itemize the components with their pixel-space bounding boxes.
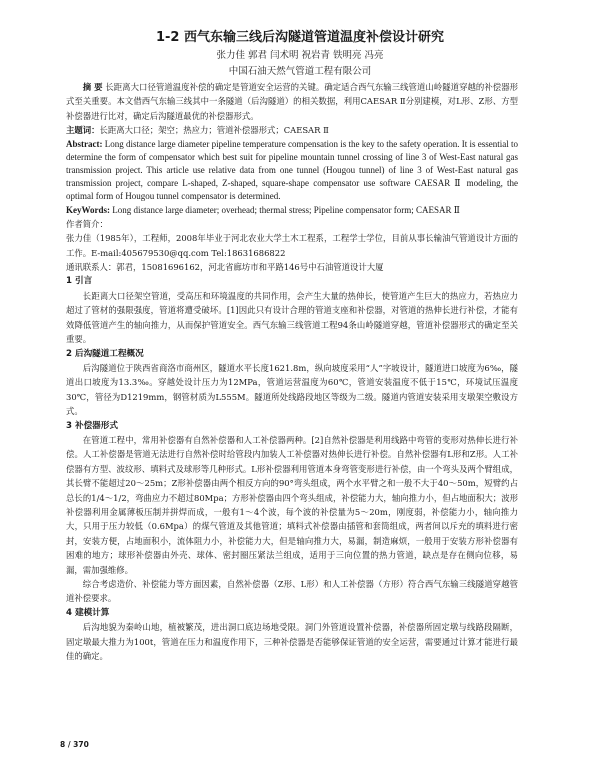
keywords-cn-label: 主题词： [66, 125, 100, 136]
page-number: 8 / 370 [60, 740, 89, 749]
section-heading: 4 建模计算 [66, 607, 110, 618]
keywords-en-text: Long distance large diameter; overhead; thermal stress; Pipeline compensator form; CAESAR Ⅱ [112, 204, 460, 215]
abstract-en [66, 138, 518, 204]
keywords-cn-text: 长距离大口径；架空；热应力；管道补偿器形式；CAESAR Ⅱ [99, 125, 329, 136]
contact-info: 通讯联系人：郭君，15081696162，河北省廊坊市和平路146号中石油管道设计大厦 [66, 262, 384, 273]
section-paragraph: 后沟地貌为秦岭山地，植被繁茂，进出洞口底边场地受限。洞门外管道设置补偿器，补偿器所固定墩与线路段隔断，固定墩最大推力为100t，管道在压力和温度作用下，三种补偿器是否能够保证管道的安全运营，需要通过计算才能进行最佳的确定。 [66, 622, 518, 662]
author-intro-text: 张力佳（1985年），工程师，2008年毕业于河北农业大学土木工程系，工程学士学位，目前从事长输油气管道设计方面的工作。E-mail:405679530@qq.com Tel:18631686822 [66, 233, 518, 258]
section-paragraph: 综合考虑造价、补偿能力等方面因素，自然补偿器（Z形、L形）和人工补偿器（方形）符合西气东输三线隧道穿越管道补偿要求。 [66, 579, 518, 604]
affiliation: 中国石油天然气管道工程有限公司 [228, 66, 372, 77]
paper-title: 1-2 西气东输三线后沟隧道管道温度补偿设计研究 [155, 30, 444, 45]
section-heading: 3 补偿器形式 [66, 420, 118, 431]
paper-body [66, 80, 518, 663]
author-list: 张力佳 郭君 闫术明 祝岩青 铁明亮 冯亮 [216, 50, 384, 61]
abstract-cn-text: 长距离大口径管道温度补偿的确定是管道安全运营的关键。确定适合西气东输三线管道山岭隧道穿越的补偿器形式至关重要。本文借西气东输三线其中一条隧道（后沟隧道）的相关数据，利用CAESAR Ⅱ分别建模，对L形、Z形、方型补偿器进行比对，确定后沟隧道最优的补偿器形式。 [66, 82, 518, 121]
abstract-cn-label: 摘 要 [82, 82, 103, 92]
keywords-en-label: KeyWords: [66, 204, 110, 215]
section-paragraph: 在管道工程中，常用补偿器有自然补偿器和人工补偿器两种。[2]自然补偿器是利用线路中弯管的变形对热伸长进行补偿。人工补偿器是管道无法进行自然补偿时给管段内加装人工补偿器对热伸长进行补偿。自然补偿器有L形和Z形。人工补偿器有方型、波纹形、填料式及球形等几种形式。L形补偿器利用管道本身弯管变形进行补偿，由一个弯头及两个臂组成，其长臂不能超过20～25m；Z形补偿器由两个相反方向的90°弯头组成，两个水平臂之和一般不大于40～50m，短臂约占总长的1/4～1/2，弯曲应力不超过80Mpa；方形补偿器由四个弯头组成，补偿能力大，轴向推力小，但占地面积大；波形补偿器利用金属薄板压制并拼焊而成，一般有1～4个波，每个波的补偿量为5～20m，刚度弱，补偿能力小，轴向推力大，只用于压力较低（0.6Mpa）的煤气管道及其他管道；填料式补偿器由插管和套筒组成，两者间以斥充的填料进行密封，安装方便，占地面积小，流体阻力小，补偿能力大，但是轴向推力大，易漏，制造麻烦，一般用于安装方形补偿器有困难的地方；球形补偿器由外壳、球体、密封圈压紧法兰组成，适用于三向位置的热力管道，缺点是存在侧向位移，易漏，需加强维修。 [66, 434, 518, 575]
section-paragraph: 长距离大口径架空管道，受高压和环境温度的共同作用，会产生大量的热伸长，使管道产生巨大的热应力，若热应力超过了管材的强限强度，管道将遭受破坏。[1]因此只有设计合理的管道支座和补偿器，对管道的热伸长进行补偿，才能有效降低管道产生的轴向推力，从而保护管道安全。西气东输三线管道工程94条山岭隧道穿越，管道补偿器形式的确定至关重要。 [66, 290, 518, 345]
keywords-en [66, 204, 518, 217]
abstract-cn [66, 80, 518, 123]
section-paragraph: 后沟隧道位于陕西省商洛市商州区，隧道水平长度1621.8m，纵向坡度采用“人”字坡设计，隧道进口坡度为6‰，隧道出口坡度为13.3‰。穿越处设计压力为12MPa，管道运营温度为60℃，管道安装温度不低于15℃，环境试压温度30℃，管径为D1219mm，钢管材质为L555M。隧道所处线路段地区等级为二级。隧道内管道安装采用支墩架空敷设方式。 [66, 362, 518, 417]
section-heading: 2 后沟隧道工程概况 [66, 348, 144, 359]
section-heading: 1 引言 [66, 276, 93, 287]
keywords-cn [66, 123, 518, 137]
abstract-en-text: Long distance large diameter pipeline temperature compensation is the key to the safety operation. It is essential to determine the form of compensator which best suit for pipeline mountain tunnel crossing of line 3 of West-East natural gas transmission project. This article use relative data from one tunnel (Hougou tunnel) of line 3 of West-East natural gas transmission project, compare L-shaped, Z-shaped, square-shape compensator use software CAESAR Ⅱ modeling, the optimal form of Hougou tunnel compensator is determined. [66, 138, 519, 202]
author-intro-label: 作者简介： [66, 218, 108, 229]
abstract-en-label: Abstract: [66, 138, 103, 149]
